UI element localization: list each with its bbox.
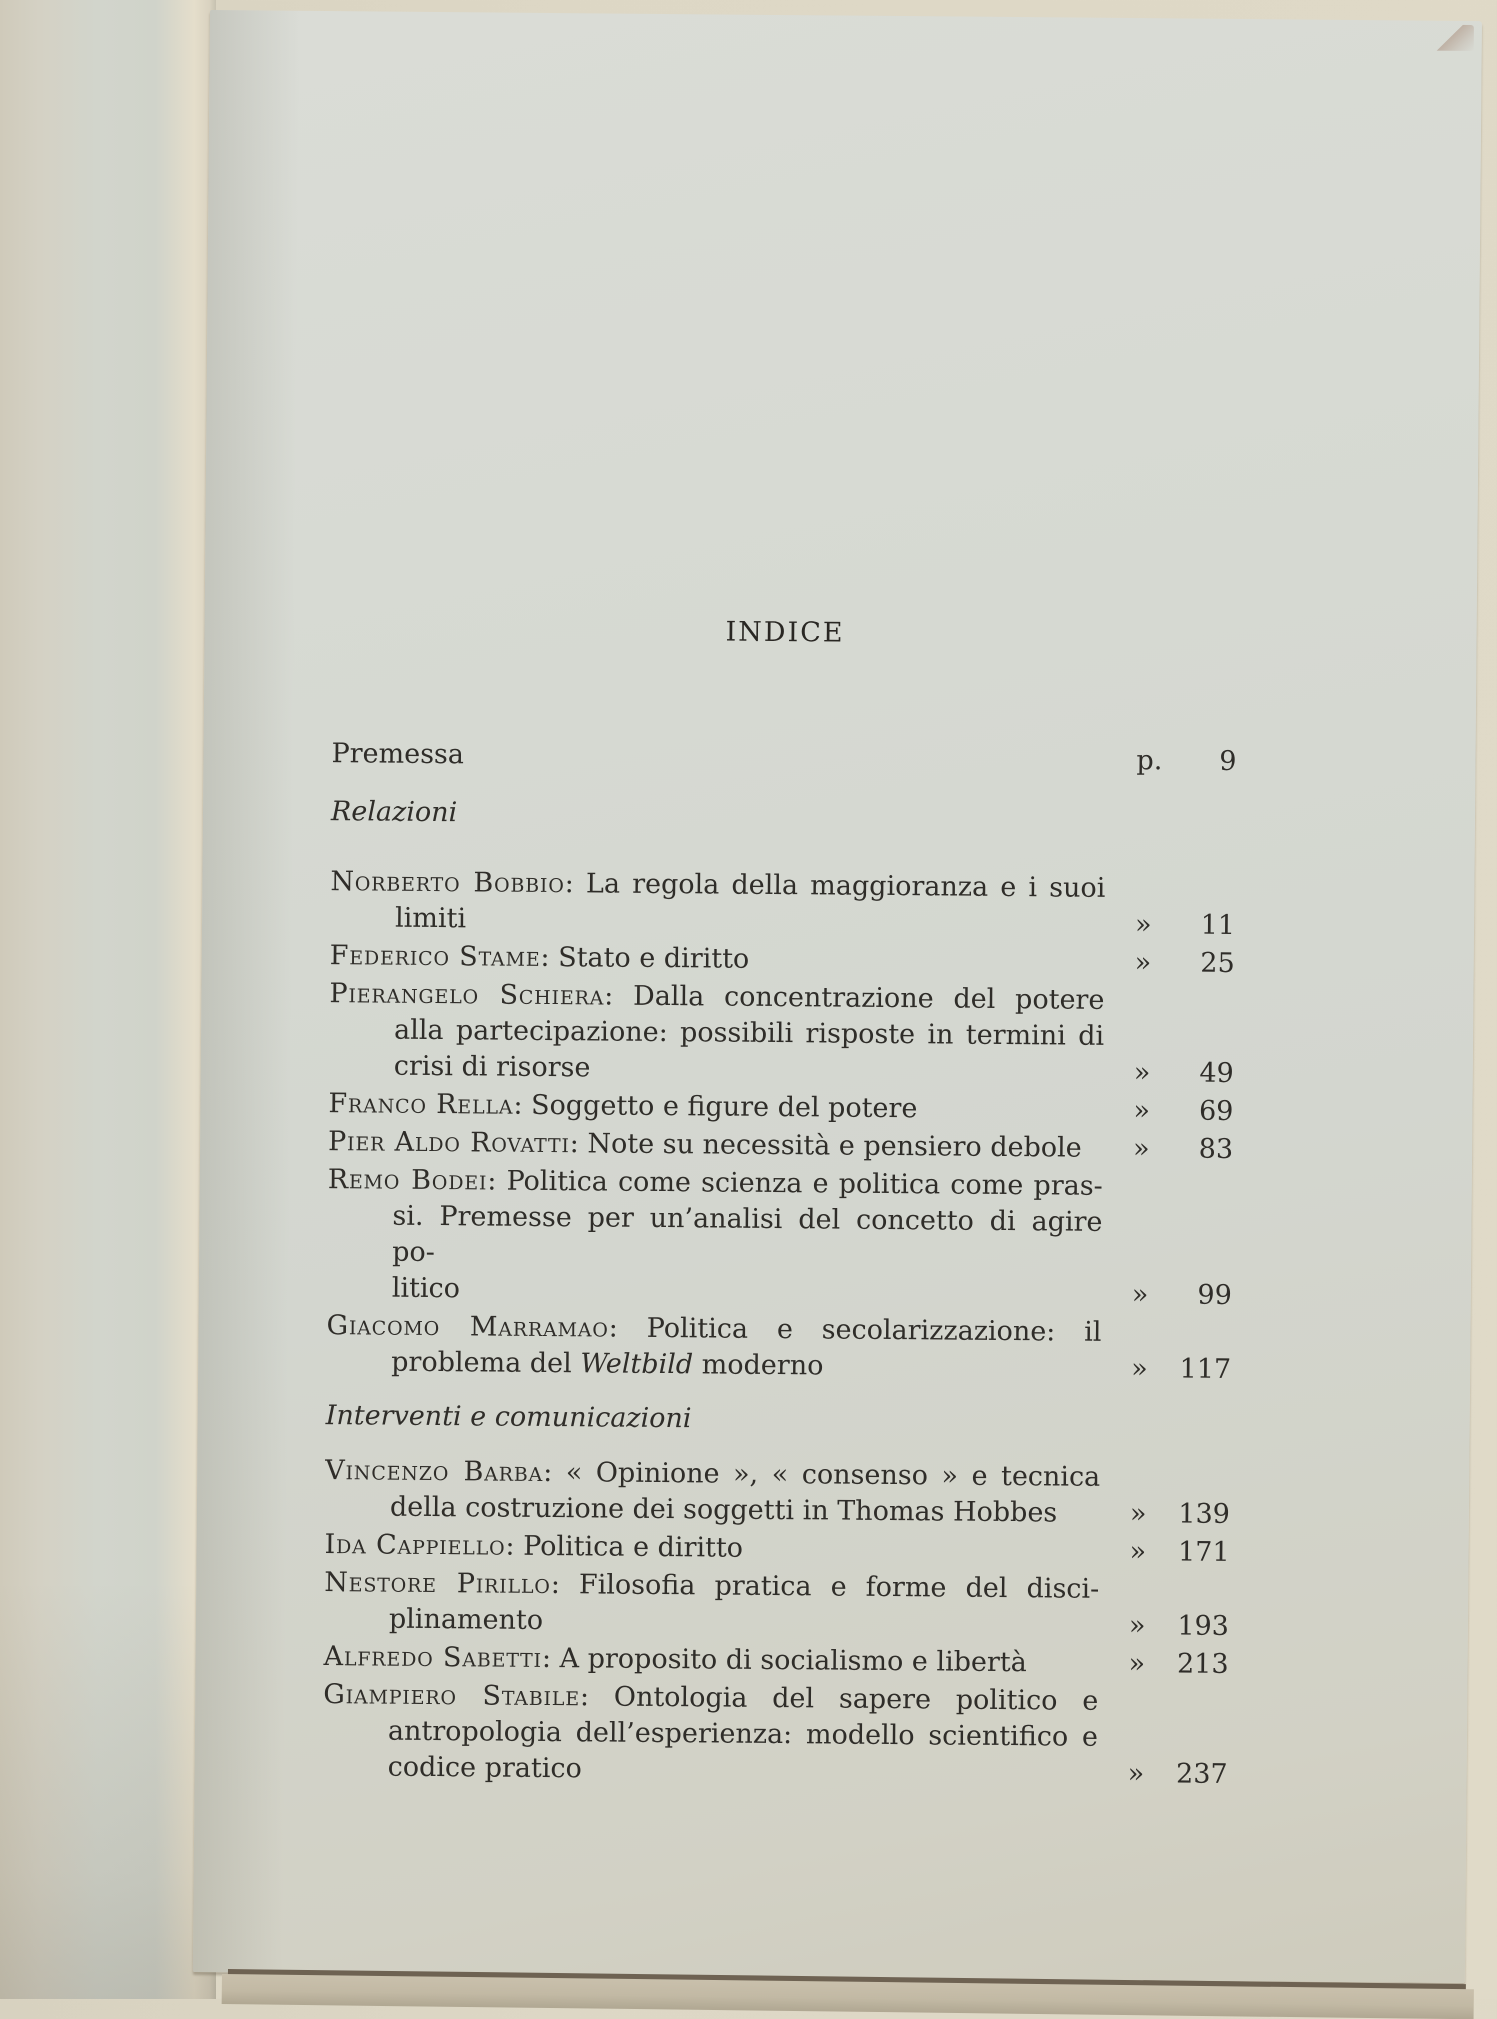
- entry-title: : Politica come scienza e politica come pras-: [487, 1165, 1103, 1202]
- entry-title: : Politica e diritto: [505, 1530, 744, 1564]
- ref-abbrev: p.: [1136, 745, 1163, 777]
- toc-entry: [324, 1565, 1230, 1645]
- ref-symbol: »: [1134, 909, 1152, 941]
- entry-line: [324, 1527, 1099, 1570]
- entry-line: [328, 1124, 1103, 1167]
- page-number: 83: [1198, 1133, 1234, 1165]
- entry-title: : A proposito di socialismo e libertà: [541, 1642, 1027, 1679]
- toc-entry: [324, 1527, 1229, 1571]
- page-number: 139: [1178, 1498, 1231, 1530]
- entry-line: limiti: [394, 902, 467, 935]
- toc-entry-premessa: [331, 736, 1236, 780]
- section-heading-interventi: Interventi e comunicazioni: [325, 1400, 692, 1435]
- toc-content: [322, 611, 1237, 1795]
- entry-ref: [1133, 1131, 1233, 1168]
- page-number: 99: [1197, 1279, 1232, 1311]
- author-name: Federico Stame: [329, 940, 541, 973]
- entry-title: : Stato e diritto: [540, 941, 750, 975]
- entry-title: : Note su necessità e pensiero debole: [569, 1128, 1082, 1164]
- author-name: Norberto Bobbio: [330, 866, 565, 900]
- entry-ref: [1128, 1646, 1228, 1683]
- entry-title: : Dalla concentrazione del potere: [604, 980, 1105, 1016]
- entry-line: della costruzione dei soggetti in Thomas Hobbes: [389, 1491, 1058, 1529]
- ref-symbol: »: [1128, 1648, 1146, 1680]
- ref-symbol: »: [1131, 1353, 1148, 1385]
- ref-symbol: »: [1133, 1057, 1151, 1089]
- entry-line: Premessa: [331, 738, 465, 771]
- page-corner-mark: [1432, 25, 1474, 51]
- entry-line: alla partecipazione: possibili risposte in termini di: [393, 1014, 1105, 1052]
- entry-ref: [1129, 1608, 1229, 1645]
- page-number: 171: [1177, 1536, 1230, 1568]
- toc-entry: [323, 1639, 1228, 1683]
- page-number: 213: [1176, 1648, 1229, 1680]
- entry-ref: [1135, 945, 1235, 982]
- entry-line: [328, 1086, 1103, 1129]
- toc-entry: [325, 1453, 1231, 1533]
- entry-line: crisi di risorse: [393, 1050, 591, 1084]
- entry-line: [323, 1639, 1098, 1682]
- author-name: Franco Rella: [328, 1088, 514, 1121]
- toc-entry: [326, 1308, 1232, 1388]
- toc-entry: [329, 976, 1235, 1092]
- entry-line: antropologia dell’esperienza: modello scientifico e: [387, 1715, 1099, 1753]
- entry-title: : « Opinione », « consenso » e tecnica: [543, 1456, 1101, 1493]
- page-number: 237: [1175, 1758, 1228, 1790]
- entry-ref: [1130, 1496, 1230, 1533]
- page-number: 9: [1219, 745, 1237, 777]
- ref-symbol: »: [1127, 1758, 1145, 1790]
- page-number: 193: [1177, 1610, 1230, 1642]
- author-name: Ida Cappiello: [324, 1529, 506, 1562]
- entry-ref: [1136, 743, 1236, 780]
- author-name: Giacomo Marramao: [326, 1310, 609, 1344]
- entry-line: [330, 938, 1105, 981]
- author-name: Pierangelo Schiera: [329, 978, 605, 1012]
- entry-ref: [1134, 1055, 1234, 1092]
- entry-title: : Soggetto e figure del potere: [513, 1089, 918, 1125]
- author-name: Remo Bodei: [327, 1164, 488, 1197]
- toc-entry: [330, 938, 1235, 982]
- author-name: Nestore Pirillo: [324, 1567, 551, 1601]
- entry-title: : Politica e secolarizzazione: il: [608, 1312, 1102, 1348]
- left-bottom-shadow: [0, 1579, 216, 1999]
- page-number: 117: [1179, 1353, 1232, 1385]
- ref-symbol: »: [1131, 1279, 1149, 1311]
- gutter-shadow: [193, 10, 300, 1973]
- entry-ref: [1129, 1534, 1229, 1571]
- toc-entry: [328, 1124, 1233, 1168]
- italic-word: Weltbild: [580, 1348, 694, 1381]
- page-number: 11: [1200, 909, 1236, 941]
- page-number: 69: [1198, 1095, 1234, 1127]
- author-name: Vincenzo Barba: [325, 1455, 544, 1488]
- ref-symbol: »: [1129, 1498, 1147, 1530]
- ref-symbol: »: [1132, 1133, 1150, 1165]
- entry-ref: [1127, 1756, 1227, 1793]
- ref-symbol: »: [1128, 1610, 1146, 1642]
- entry-ref: [1131, 1351, 1231, 1388]
- entry-title: : Ontologia del sapere politico e: [579, 1681, 1099, 1717]
- author-name: Pier Aldo Rovatti: [327, 1126, 570, 1160]
- page-number: 25: [1200, 947, 1235, 979]
- toc-entry: [328, 1086, 1233, 1130]
- entry-ref: [1132, 1277, 1232, 1314]
- page-title: INDICE: [725, 616, 845, 649]
- entry-line: codice pratico: [387, 1751, 582, 1785]
- author-name: Giampiero Stabile: [323, 1679, 581, 1713]
- ref-symbol: »: [1129, 1536, 1147, 1568]
- entry-line: litico: [391, 1272, 461, 1305]
- index-page: [193, 10, 1482, 1983]
- toc-entry: [323, 1677, 1229, 1793]
- ref-symbol: »: [1134, 947, 1152, 979]
- author-name: Alfredo Sabetti: [323, 1641, 543, 1674]
- entry-line: problema del Weltbild moderno: [391, 1346, 824, 1382]
- entry-line: plinamento: [388, 1603, 544, 1636]
- entry-title: : La regola della maggioranza e i suoi: [564, 868, 1106, 904]
- page-number: 49: [1199, 1057, 1234, 1089]
- ref-symbol: »: [1133, 1095, 1151, 1127]
- toc-entry: [330, 864, 1236, 944]
- entry-line: si. Premesse per un’analisi del concetto di agire po-: [392, 1200, 1103, 1269]
- entry-title: : Filosofia pratica e forme del disci-: [550, 1569, 1100, 1605]
- toc-entry: [327, 1162, 1233, 1314]
- entry-ref: [1133, 1093, 1233, 1130]
- entry-ref: [1135, 907, 1235, 944]
- section-heading-relazioni: Relazioni: [330, 796, 458, 829]
